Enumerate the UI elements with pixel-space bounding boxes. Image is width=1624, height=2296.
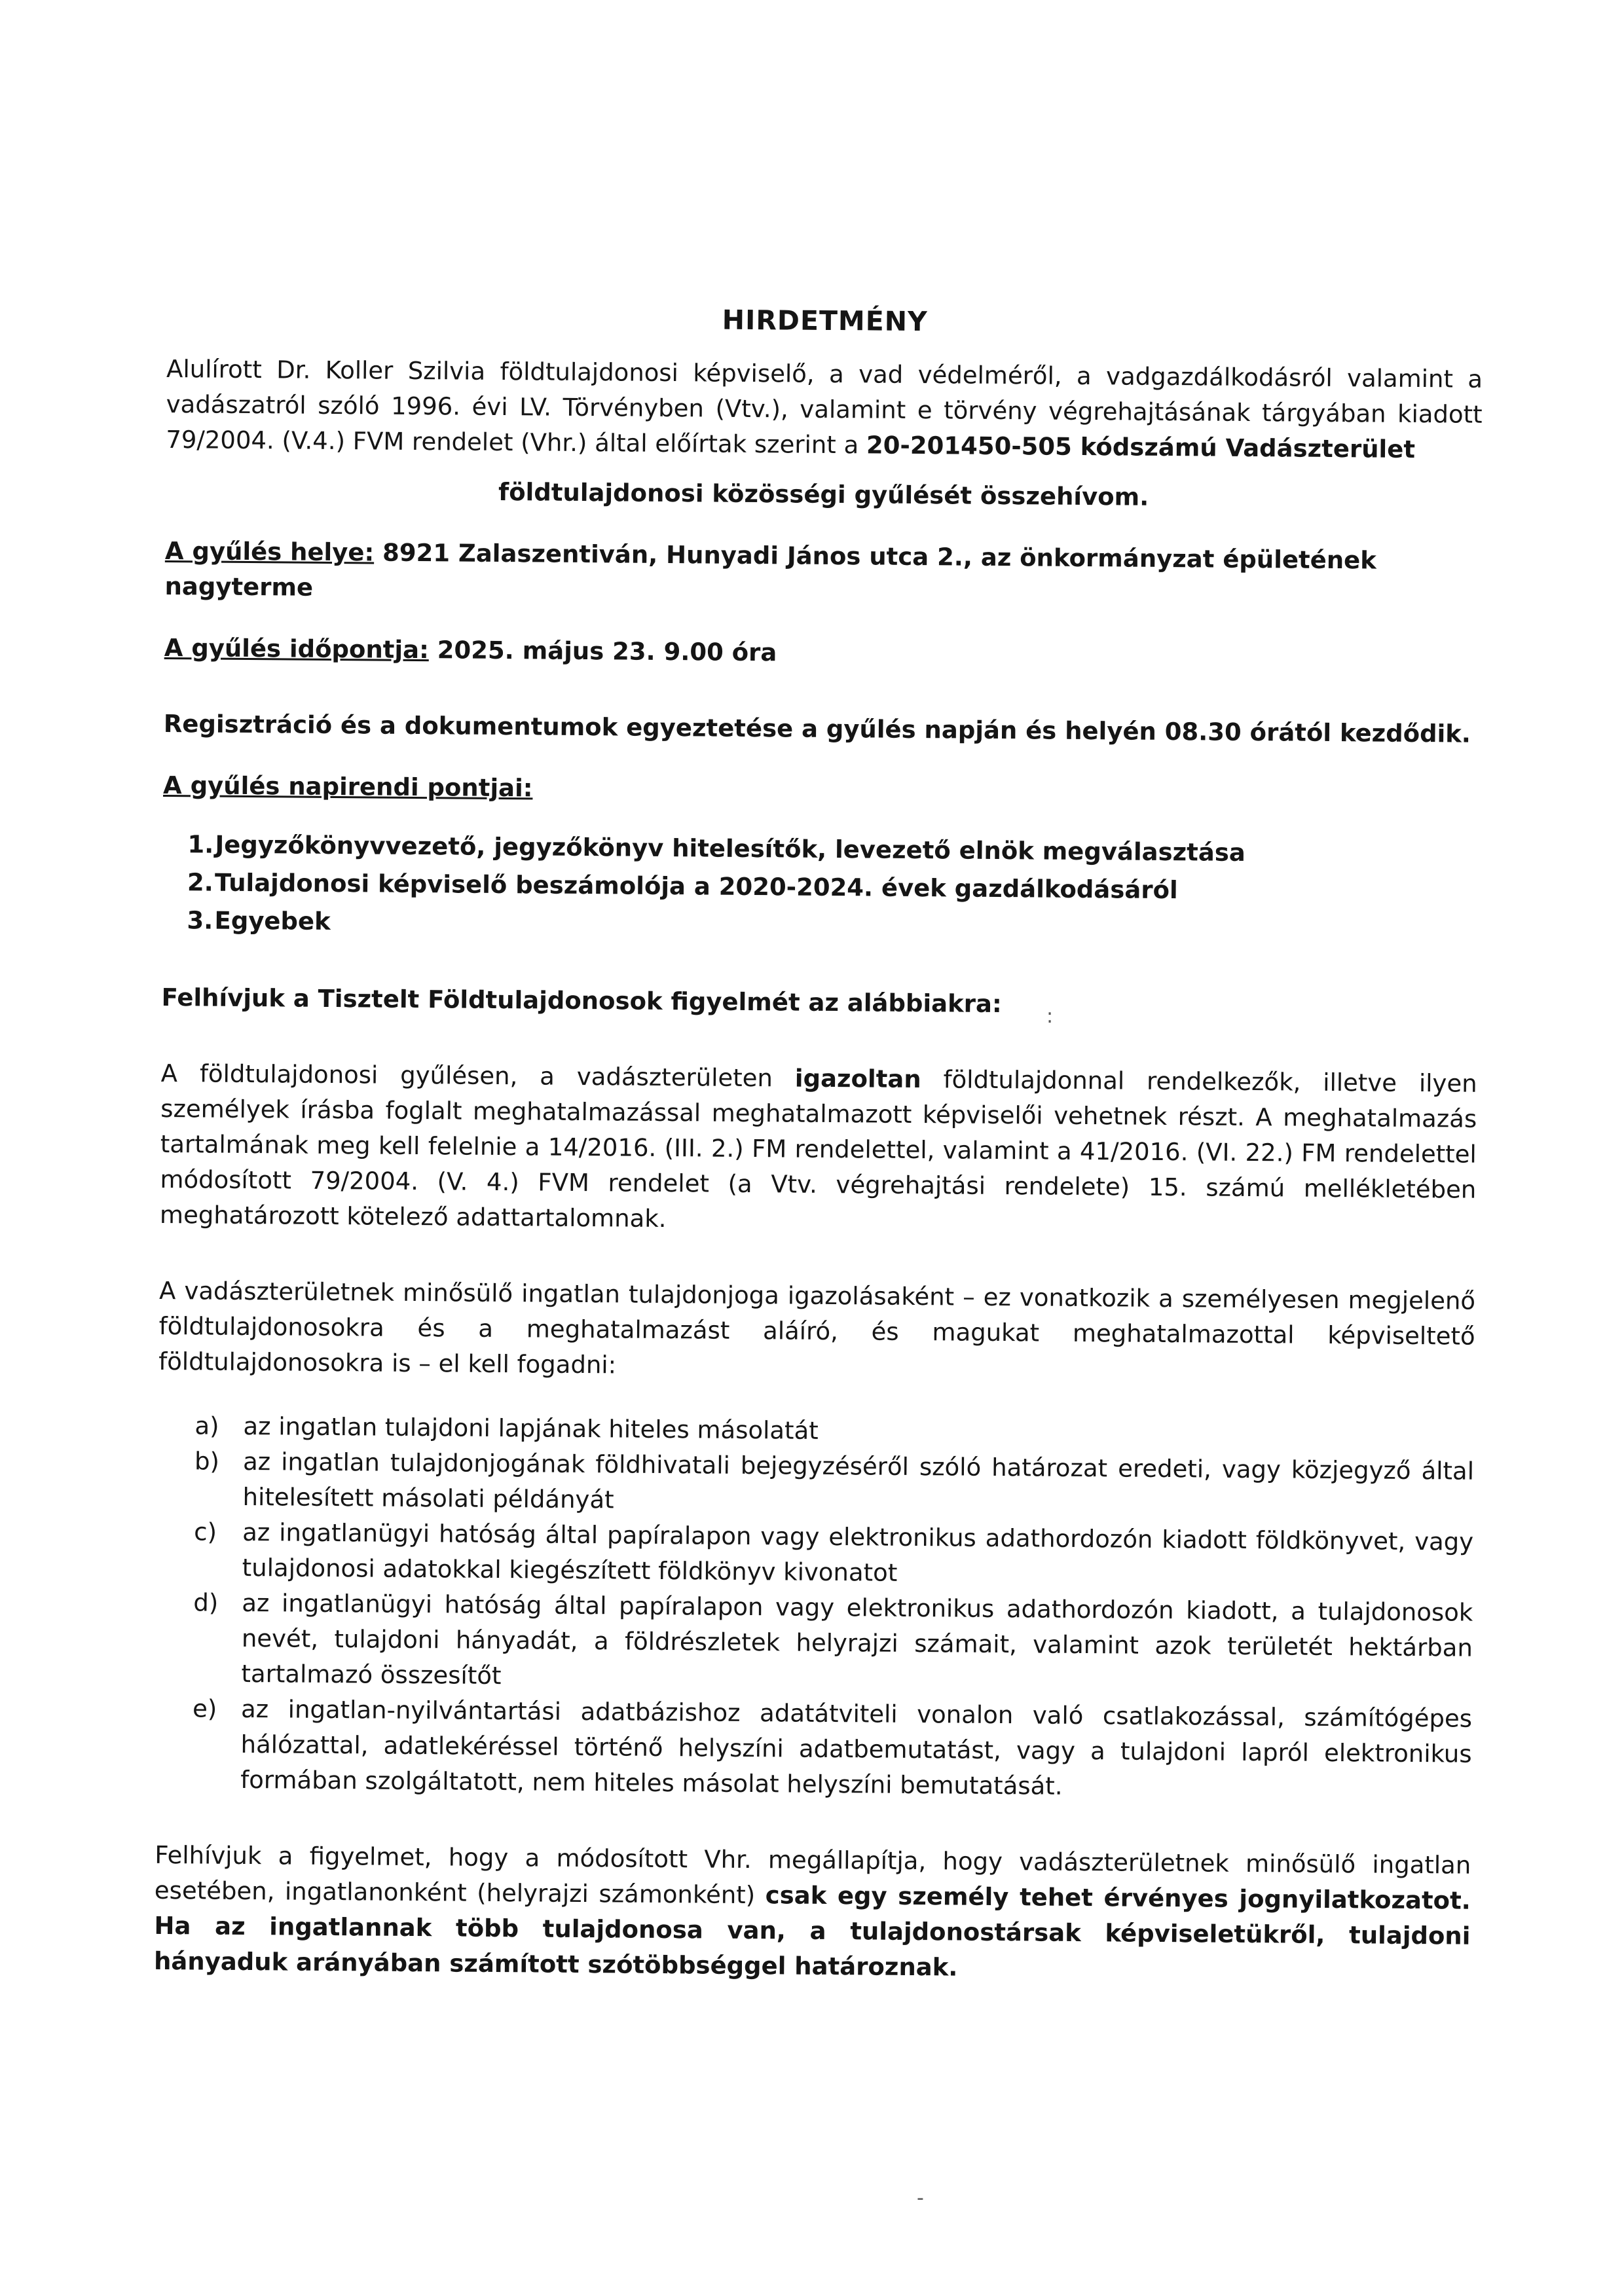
meeting-location-value: 8921 Zalaszentiván, Hunyadi János utca 2., az önkormányzat épületének nagyterme (164, 538, 1376, 602)
meeting-location (164, 534, 1481, 615)
participation-text-1: A földtulajdonosi gyűlésen, a vadászterületen (160, 1059, 796, 1093)
proof-item-text: az ingatlanügyi hatóság által papíralapon vagy elektronikus adathordozón kiadott földkönyvet, vagy tulajdonosi adatokkal kiegészített földkönyv kivonatot (242, 1518, 1474, 1587)
intro-paragraph (166, 352, 1483, 468)
convene-statement: földtulajdonosi közösségi gyűlését összehívom. (498, 477, 1149, 511)
proof-item (157, 1514, 1474, 1595)
scan-speck: - (917, 2187, 924, 2210)
final-paragraph (154, 1838, 1471, 1990)
scan-speck: : (1046, 1005, 1054, 1028)
meeting-time-label: A gyűlés időpontja: (164, 633, 430, 665)
proof-item-text: az ingatlan tulajdoni lapjának hiteles másolatát (243, 1412, 819, 1445)
meeting-time-value: 2025. május 23. 9.00 óra (428, 636, 777, 667)
hunting-area-code: 20-201450-505 kódszámú Vadászterület (866, 431, 1416, 464)
agenda-item-number: 3. (187, 906, 213, 935)
agenda-item-text: Egyebek (214, 906, 331, 936)
proof-intro-paragraph: A vadászterületnek minősülő ingatlan tulajdonjoga igazolásaként – ez vonatkozik a személyesen megjelenő földtulajdonosokra és a meghatalmazást aláíró, és magukat meghatalmazottal képviseltető földtulajdonosokra is – el kell fogadni: (158, 1276, 1476, 1379)
proof-item (157, 1444, 1474, 1525)
proof-item-letter: d) (193, 1588, 219, 1617)
meeting-location-label: A gyűlés helye: (164, 536, 375, 567)
proof-item-letter: e) (192, 1694, 217, 1723)
proof-item-text: az ingatlan tulajdonjogának földhivatali bejegyzéséről szóló határozat eredeti, vagy közjegyző által hitelesített másolati példányát (242, 1447, 1475, 1514)
participation-emphasis: igazoltan (794, 1064, 921, 1094)
meeting-time (164, 630, 1481, 676)
proof-item-text: az ingatlanügyi hatóság által papíralapon vagy elektronikus adathordozón kiadott, a tulajdonosok nevét, tulajdoni hányadát, a földrészletek helyrajzi számait, valamint azok területét hektárban tartalmazó összesítőt (241, 1588, 1473, 1690)
agenda-item-number: 1. (187, 830, 214, 859)
notice-heading: Felhívjuk a Tisztelt Földtulajdonosok figyelmét az alábbiakra: (161, 983, 1002, 1019)
proof-list (155, 1408, 1475, 1808)
proof-item-text: az ingatlan-nyilvántartási adatbázishoz adatátviteli vonalon való csatlakozással, számítógépes hálózattal, adatlekéréssel történő helyszíni adatbemutatást, vagy a tulajdoni lapról elektronikus formában szolgáltatott, nem hiteles másolat helyszíni bemutatását. (240, 1694, 1473, 1800)
intro-text: Alulírott Dr. Koller Szilvia földtulajdonosi képviselő, a vad védelméről, a vadgazdálkodásról valamint a vadászatról szóló 1996. évi LV. Törvényben (Vtv.), valamint e törvény végrehajtásának tárgyában kiadott 79/2004. (V.4.) FVM rendelet (Vhr.) által előírtak szerint a (166, 354, 1483, 460)
agenda-item-number: 2. (187, 868, 213, 897)
agenda-heading: A gyűlés napirendi pontjai: (162, 771, 533, 803)
proof-item-letter: c) (194, 1518, 217, 1546)
participation-text-2: földtulajdonnal rendelkezők, illetve ilyen személyek írásba foglalt meghatalmazással meghatalmazott képviselői vehetnek részt. A meghatalmazás tartalmának meg kell felelnie a 14/2016. (III. 2.) FM rendelettel, valamint a 41/2016. (VI. 22.) FM rendelettel módosított 79/2004. (V. 4.) FVM rendelet (a Vtv. végrehajtási rendelete) 15. számú mellékletében meghatározott kötelező adattartalomnak. (159, 1065, 1477, 1233)
proof-item (156, 1585, 1473, 1702)
agenda-item-text: Jegyzőkönyvvezető, jegyzőkönyv hitelesítők, levezető elnök megválasztása (215, 830, 1246, 867)
agenda-item-text: Tulajdonosi képviselő beszámolója a 2020-2024. évek gazdálkodásáról (214, 868, 1178, 905)
proof-item-letter: b) (194, 1447, 220, 1476)
participation-paragraph (160, 1056, 1477, 1243)
document-body (154, 298, 1483, 1990)
final-text: Felhívjuk a figyelmet, hogy a módosított Vhr. megállapítja, hogy vadászterületnek minősülő ingatlan esetében, ingatlanonként (helyrajzi számonként) (154, 1840, 1471, 1910)
proof-item-letter: a) (194, 1412, 219, 1440)
proof-item (155, 1691, 1472, 1808)
registration-note: Regisztráció és a dokumentumok egyeztetése a gyűlés napján és helyén 08.30 órától kezdődik. (163, 709, 1471, 748)
document-title: HIRDETMÉNY (722, 304, 928, 338)
final-emphasis: csak egy személy tehet érvényes jognyilatkozatot. Ha az ingatlannak több tulajdonosa van, a tulajdonostársak képviseletükről, tulajdoni hányaduk arányában számított szótöbbséggel határoznak. (153, 1881, 1471, 1982)
agenda-list (162, 826, 1479, 950)
